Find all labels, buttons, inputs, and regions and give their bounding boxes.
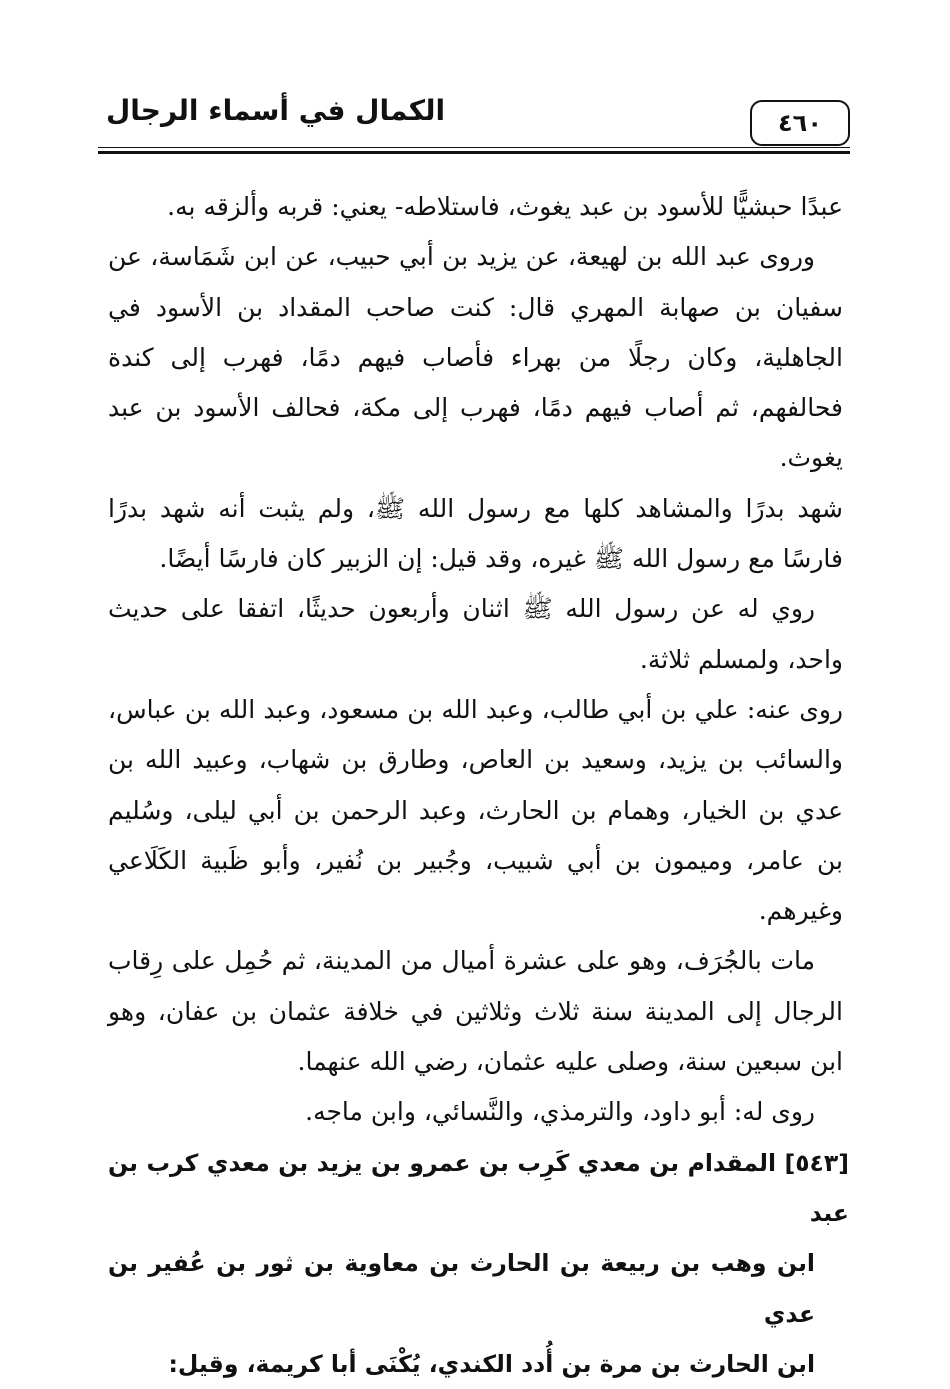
header-rule — [98, 151, 850, 154]
paragraph-narration: وروى عبد الله بن لهيعة، عن يزيد بن أبي حبيب، عن ابن شَمَاسة، عن سفيان بن صهابة المهري قال: كنت صاحب المقداد بن الأسود في الجاهلية، وكان رجلًا من بهراء فأصاب فيهم دمًا، فهرب إلى كندة فحالفهم، ثم أصاب فيهم دمًا، فهرب إلى مكة، فحالف الأسود بن عبد يغوث. — [108, 242, 843, 473]
entry-heading-line-3: ابن الحارث بن مرة بن أُدد الكندي، يُكْنَى أبا كريمة، وقيل: — [168, 1349, 815, 1378]
page-header — [98, 92, 850, 154]
book-title: الكمال في أسماء الرجال — [106, 94, 446, 127]
paragraph-continuation: عبدًا حبشيًّا للأسود بن عبد يغوث، فاستلاطه- يعني: قربه وألزقه به. — [167, 192, 843, 221]
entry-heading-line-2: ابن وهب بن ربيعة بن الحارث بن معاوية بن ثور بن عُفير بن عدي — [108, 1249, 815, 1328]
paragraph-hadith-count: روي له عن رسول الله ﷺ اثنان وأربعون حديثًا، اتفقا على حديث واحد، ولمسلم ثلاثة. — [108, 594, 843, 674]
paragraph-death: مات بالجُرَف، وهو على عشرة أميال من المدينة، ثم حُمِل على رِقاب الرجال إلى المدينة سنة ثلاث وثلاثين في خلافة عثمان بن عفان، وهو ابن سبعين سنة، وصلى عليه عثمان، رضي الله عنهما. — [108, 946, 843, 1077]
paragraph-transmitters: روى له: أبو داود، والترمذي، والنَّسائي، وابن ماجه. — [305, 1097, 815, 1127]
page-number: ٤٦٠ — [778, 109, 822, 137]
header-rule-thin — [98, 147, 850, 148]
paragraph-narrators: روى عنه: علي بن أبي طالب، وعبد الله بن مسعود، وعبد الله بن عباس، والسائب بن يزيد، وسعيد بن العاص، وطارق بن شهاب، وعبيد الله بن عدي بن الخيار، وهمام بن الحارث، وعبد الرحمن بن أبي ليلى، وسُليم بن عامر، وميمون بن أبي شبيب، وجُبير بن نُفير، وأبو ظَبية الكَلَاعي وغيرهم. — [108, 694, 843, 926]
paragraph-battles: شهد بدرًا والمشاهد كلها مع رسول الله ﷺ، ولم يثبت أنه شهد بدرًا فارسًا مع رسول الله ﷺ غيره، وقد قيل: إن الزبير كان فارسًا أيضًا. — [108, 493, 843, 574]
page-number-box — [750, 100, 850, 146]
page-body — [108, 182, 849, 1389]
entry-heading-line-1: [٥٤٣] المقدام بن معدي كَرِب بن عمرو بن يزيد بن معدي كرب بن عبد — [108, 1148, 849, 1227]
